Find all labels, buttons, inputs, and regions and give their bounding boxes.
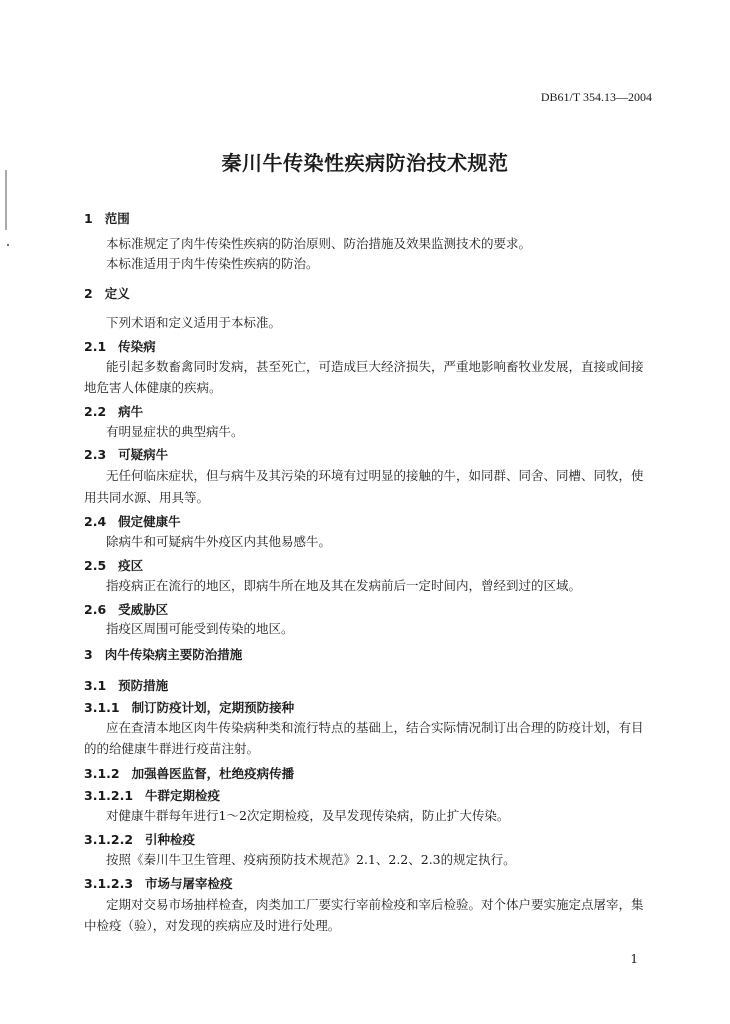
heading-3-1-2-3: 3.1.2.3 市场与屠宰检疫 <box>84 876 233 891</box>
paragraph-2-3-line2: 用共同水源、用具等。 <box>84 490 210 505</box>
heading-2-1: 2.1 传染病 <box>84 339 156 354</box>
heading-3-1-1: 3.1.1 制订防疫计划，定期预防接种 <box>84 700 295 715</box>
heading-2: 2 定义 <box>84 286 130 301</box>
heading-3-1-2-1: 3.1.2.1 牛群定期检疫 <box>84 788 221 803</box>
heading-2-5: 2.5 疫区 <box>84 558 144 573</box>
heading-3: 3 肉牛传染病主要防治措施 <box>84 647 243 662</box>
paragraph-2-1-line2: 地危害人体健康的疾病。 <box>84 380 222 395</box>
heading-2-6: 2.6 受威胁区 <box>84 602 169 617</box>
heading-2-3: 2.3 可疑病牛 <box>84 447 169 462</box>
paragraph-2-3-line1: 无任何临床症状，但与病牛及其污染的环境有过明显的接触的牛，如同群、同舍、同槽、同牧，使 <box>106 468 644 483</box>
heading-3-1-2-2: 3.1.2.2 引种检疫 <box>84 832 196 847</box>
document-code: DB61/T 354.13—2004 <box>540 90 652 104</box>
paragraph-3-1-2-3-line2: 中检疫（验），对发现的疾病应及时进行处理。 <box>84 918 341 933</box>
scan-margin-marks <box>0 170 14 350</box>
paragraph-3-1-1-line1: 应在查清本地区肉牛传染病种类和流行特点的基础上，结合实际情况制订出合理的防疫计划，有目 <box>106 720 644 735</box>
paragraph-1-2: 本标准适用于肉牛传染性疾病的防治。 <box>106 256 319 271</box>
page-number: 1 <box>630 952 638 966</box>
paragraph-3-1-1-line2: 的的给健康牛群进行疫苗注射。 <box>84 741 260 756</box>
heading-2-2: 2.2 病牛 <box>84 404 144 419</box>
heading-3-1-2: 3.1.2 加强兽医监督，杜绝疫病传播 <box>84 766 295 781</box>
paragraph-2: 下列术语和定义适用于本标准。 <box>106 315 282 330</box>
heading-2-4: 2.4 假定健康牛 <box>84 514 181 529</box>
paragraph-3-1-2-2: 按照《秦川牛卫生管理、疫病预防技术规范》2.1、2.2、2.3的规定执行。 <box>106 852 516 867</box>
paragraph-2-4: 除病牛和可疑病牛外疫区内其他易感牛。 <box>106 534 332 549</box>
heading-3-1: 3.1 预防措施 <box>84 678 169 693</box>
document-title: 秦川牛传染性疾病防治技术规范 <box>221 151 509 175</box>
paragraph-3-1-2-3-line1: 定期对交易市场抽样检查，肉类加工厂要实行宰前检疫和宰后检验。对个体户要实施定点屠宰，集 <box>106 897 644 912</box>
paragraph-3-1-2-1: 对健康牛群每年进行1～2次定期检疫，及早发现传染病，防止扩大传染。 <box>106 808 510 823</box>
paragraph-2-6: 指疫区周围可能受到传染的地区。 <box>106 621 294 636</box>
paragraph-2-2: 有明显症状的典型病牛。 <box>106 424 244 439</box>
paragraph-1-1: 本标准规定了肉牛传染性疾病的防治原则、防治措施及效果监测技术的要求。 <box>106 236 532 251</box>
heading-1: 1 范围 <box>84 211 130 226</box>
paragraph-2-5: 指疫病正在流行的地区，即病牛所在地及其在发病前后一定时间内，曾经到过的区域。 <box>106 578 582 593</box>
paragraph-2-1-line1: 能引起多数畜禽同时发病，甚至死亡，可造成巨大经济损失，严重地影响畜牧业发展，直接或间接 <box>106 359 644 374</box>
